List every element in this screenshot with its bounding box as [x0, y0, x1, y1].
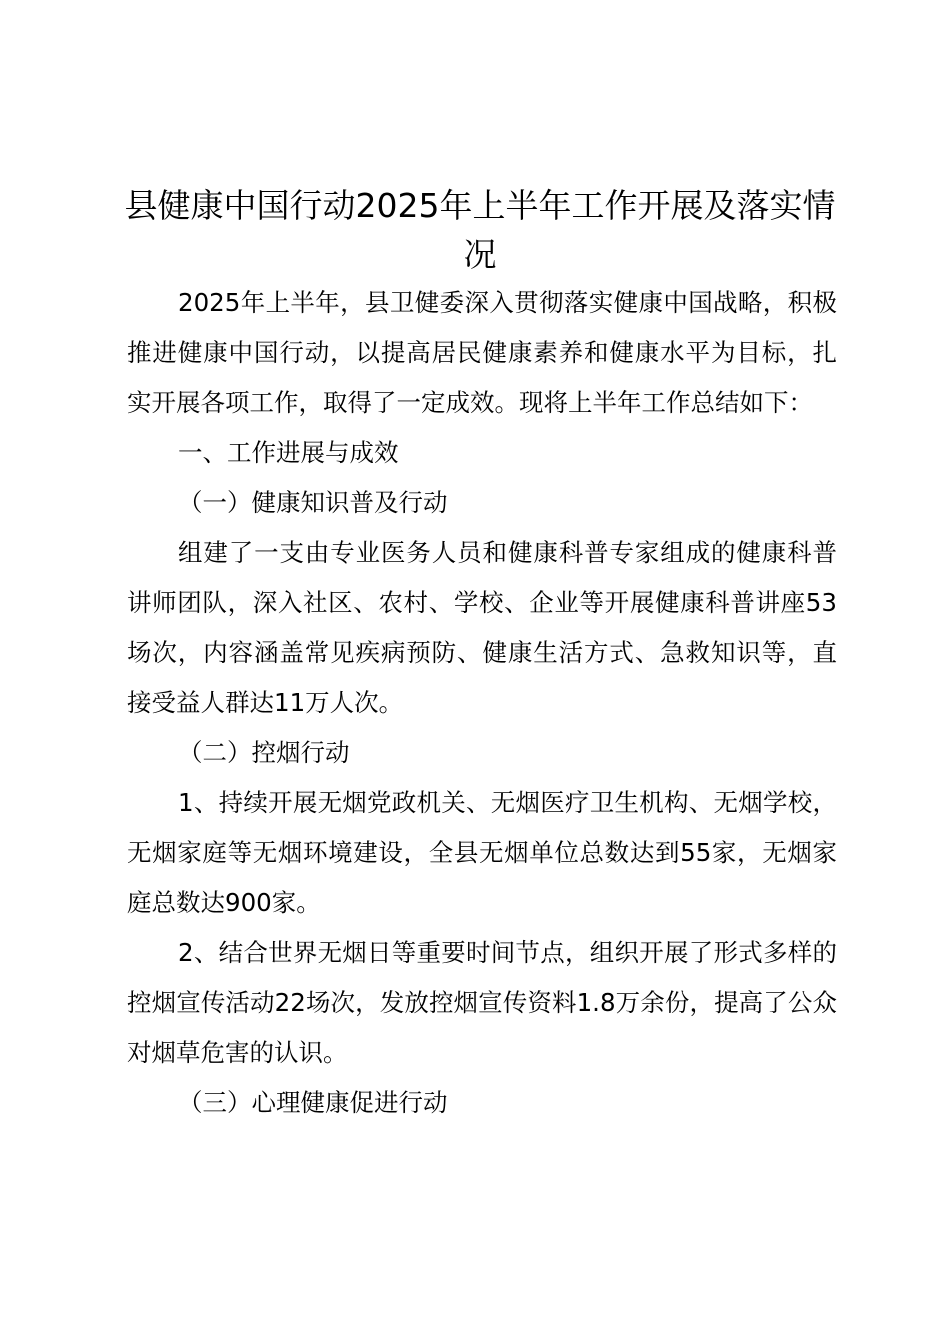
subsection-heading-3: （三）心理健康促进行动 [178, 1088, 448, 1117]
health-knowledge-paragraph: 组建了一支由专业医务人员和健康科普专家组成的健康科普讲师团队，深入社区、农村、学校、企业等开展健康科普讲座53场次，内容涵盖常见疾病预防、健康生活方式、急救知识等，直接受益人群达11万人次。 [127, 538, 837, 717]
document-body [127, 278, 837, 1128]
section-heading-1: 一、工作进展与成效 [178, 438, 399, 467]
tobacco-control-item-2: 2、结合世界无烟日等重要时间节点，组织开展了形式多样的控烟宣传活动22场次，发放控烟宣传资料1.8万余份，提高了公众对烟草危害的认识。 [127, 938, 837, 1067]
subsection-heading-2: （二）控烟行动 [178, 738, 350, 767]
intro-paragraph: 2025年上半年，县卫健委深入贯彻落实健康中国战略，积极推进健康中国行动，以提高居民健康素养和健康水平为目标，扎实开展各项工作，取得了一定成效。现将上半年工作总结如下： [127, 288, 837, 417]
document-title: 县健康中国行动2025年上半年工作开展及落实情况 [124, 186, 836, 274]
subsection-heading-1: （一）健康知识普及行动 [178, 488, 448, 517]
tobacco-control-item-1: 1、持续开展无烟党政机关、无烟医疗卫生机构、无烟学校，无烟家庭等无烟环境建设，全县无烟单位总数达到55家，无烟家庭总数达900家。 [127, 788, 837, 917]
